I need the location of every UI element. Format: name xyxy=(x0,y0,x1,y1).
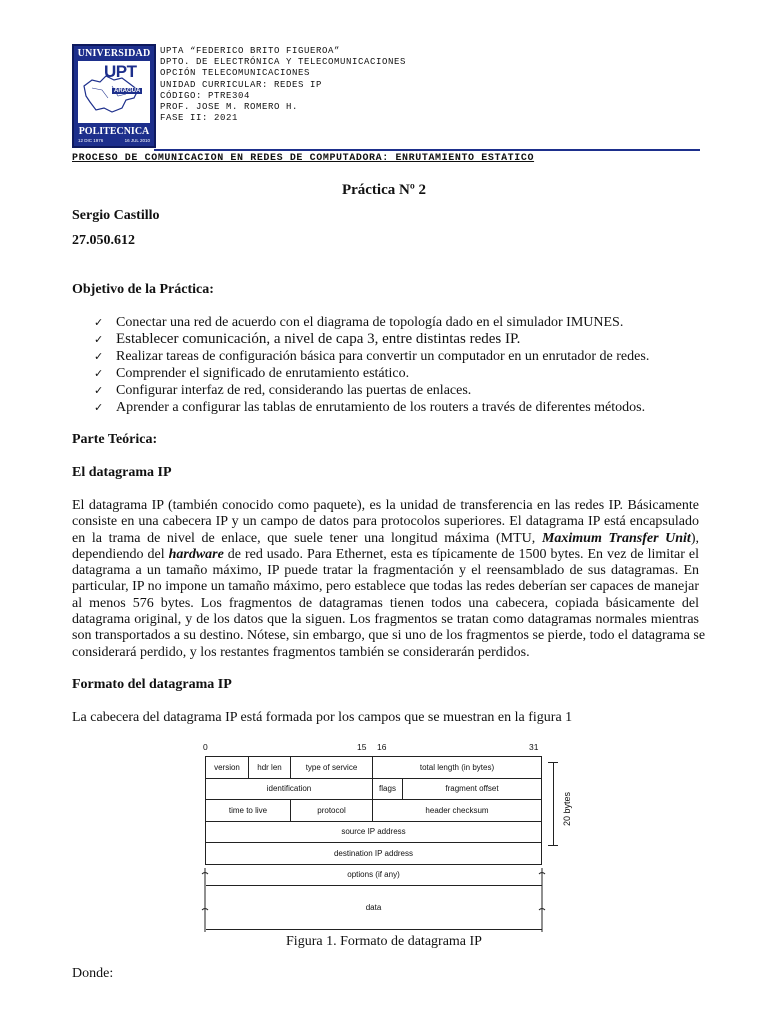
check-icon: ✓ xyxy=(94,350,104,363)
format-intro: La cabecera del datagrama IP está formada por los campos que se muestran en la figura 1 xyxy=(72,710,573,725)
institution-line: DPTO. DE ELECTRÓNICA Y TELECOMUNICACIONES xyxy=(160,57,407,68)
field-total-length: total length (in bytes) xyxy=(373,757,542,779)
list-item: ✓ Conectar una red de acuerdo con el diagrama de topología dado en el simulador IMUNES. xyxy=(94,315,624,330)
field-source-ip: source IP address xyxy=(206,821,542,843)
field-identification: identification xyxy=(206,778,373,800)
field-hdr-len: hdr len xyxy=(249,757,291,779)
student-name: Sergio Castillo xyxy=(72,208,160,223)
paragraph-line: datagrama original, y de los datos que la siguen. Los fragmentos se tratan como datagramas normales mientras xyxy=(72,612,699,628)
paragraph-line: particular, IP no impone un tamaño máximo, pero establece que todas las redes deberían ser capaces de manejar xyxy=(72,579,699,595)
datagram-heading: El datagrama IP xyxy=(72,465,172,480)
institution-line: FASE II: 2021 xyxy=(160,113,239,124)
list-item: ✓ Configurar interfaz de red, considerando las puertas de enlaces. xyxy=(94,383,472,398)
bit-label: 0 xyxy=(203,742,208,752)
bit-label: 31 xyxy=(529,742,539,752)
institution-line: UPTA “FEDERICO BRITO FIGUEROA” xyxy=(160,46,341,56)
figure-caption: Figura 1. Formato de datagrama IP xyxy=(286,934,482,949)
theory-heading: Parte Teórica: xyxy=(72,432,158,447)
logo-dates: 12 DIC 1976 16 JUL 2010 xyxy=(78,138,150,143)
field-ttl: time to live xyxy=(206,800,291,822)
university-logo xyxy=(72,44,156,148)
logo-top-text: UNIVERSIDAD xyxy=(77,48,151,59)
paragraph-line: dependiendo del hardware de red usado. Para Ethernet, esta es típicamente de 1500 bytes. En vez de limitar el xyxy=(72,546,699,562)
institution-line: UNIDAD CURRICULAR: REDES IP xyxy=(160,79,323,90)
paragraph-line: en la trama de nivel de enlace, que suele tener una longitud máxima (MTU, Maximum Transfer Unit), xyxy=(72,530,699,546)
field-options: options (if any) xyxy=(206,864,542,886)
field-checksum: header checksum xyxy=(373,800,542,822)
logo-state: ARAGUA xyxy=(114,88,141,94)
institution-info xyxy=(160,46,406,124)
check-icon: ✓ xyxy=(94,316,104,329)
field-data: data xyxy=(206,886,542,930)
check-icon: ✓ xyxy=(94,401,104,414)
mtu-term: Maximum Transfer Unit xyxy=(541,530,691,546)
list-item: ✓ Establecer comunicación, a nivel de capa 3, entre distintas redes IP. xyxy=(94,331,521,347)
field-destination-ip: destination IP address xyxy=(206,843,542,865)
paragraph-line: El datagrama IP (también conocido como paquete), es la unidad de transferencia en las redes IP. Básicamente xyxy=(72,498,699,513)
institution-line: PROF. JOSE M. ROMERO H. xyxy=(160,102,299,113)
paragraph-line: son transportados a su destino. Nótese, sin embargo, que si uno de los fragmentos se pierde, todo el datagrama se xyxy=(72,628,706,644)
field-tos: type of service xyxy=(291,757,373,779)
list-item: ✓ Comprender el significado de enrutamiento estático. xyxy=(94,366,410,381)
paragraph-line: considerará perdido, y los restantes fragmentos también se considerarán perdidos. xyxy=(72,644,530,660)
field-protocol: protocol xyxy=(291,800,373,822)
field-version: version xyxy=(206,757,249,779)
ip-datagram-diagram xyxy=(200,742,580,932)
donde-label: Donde: xyxy=(72,966,114,981)
check-icon: ✓ xyxy=(94,384,104,397)
header-rule xyxy=(154,149,700,151)
paragraph-line: datagrama a un tamaño máximo, IP puede tratar la fragmentación y el reensamblado de sus datagramas. En xyxy=(72,563,699,579)
format-heading: Formato del datagrama IP xyxy=(72,677,232,692)
objectives-list xyxy=(94,314,714,416)
list-item: ✓ Aprender a configurar las tablas de enrutamiento de los routers a través de diferentes métodos. xyxy=(94,400,646,415)
datagram-paragraph xyxy=(72,498,706,661)
institution-line: OPCIÓN TELECOMUNICACIONES xyxy=(160,68,311,79)
size-label: 20 bytes xyxy=(562,791,572,826)
process-title: PROCESO DE COMUNICACION EN REDES DE COMPUTADORA: ENRUTAMIENTO ESTATICO xyxy=(72,153,535,164)
check-icon: ✓ xyxy=(94,367,104,380)
objectives-heading: Objetivo de la Práctica: xyxy=(72,282,214,297)
practice-title: Práctica Nº 2 xyxy=(341,182,427,198)
student-id: 27.050.612 xyxy=(72,233,135,248)
institution-line: CÓDIGO: PTRE304 xyxy=(160,90,251,101)
hardware-term: hardware xyxy=(168,546,224,562)
logo-bottom-text: POLITECNICA xyxy=(78,126,150,137)
field-flags: flags xyxy=(373,778,403,800)
check-icon: ✓ xyxy=(94,333,104,346)
break-marks-icon xyxy=(200,866,546,936)
bit-label: 16 xyxy=(377,742,387,752)
bit-label: 15 xyxy=(357,742,367,752)
logo-dedication: FEDERICO BRITO FIGUEROA xyxy=(78,119,150,125)
logo-acronym: UPT xyxy=(104,62,137,81)
paragraph-line: al menos 576 bytes. Los fragmentos de datagramas tienen todos una cabecera, copiada básicamente del xyxy=(72,595,699,611)
paragraph-line: consiste en una cabecera IP y un campo de datos para protocolos superiores. El datagrama IP está encapsulado xyxy=(72,514,699,530)
field-fragment-offset: fragment offset xyxy=(403,778,542,800)
list-item: ✓ Realizar tareas de configuración básica para convertir un computador en un enrutador de redes. xyxy=(94,349,650,364)
document-header xyxy=(72,44,700,156)
